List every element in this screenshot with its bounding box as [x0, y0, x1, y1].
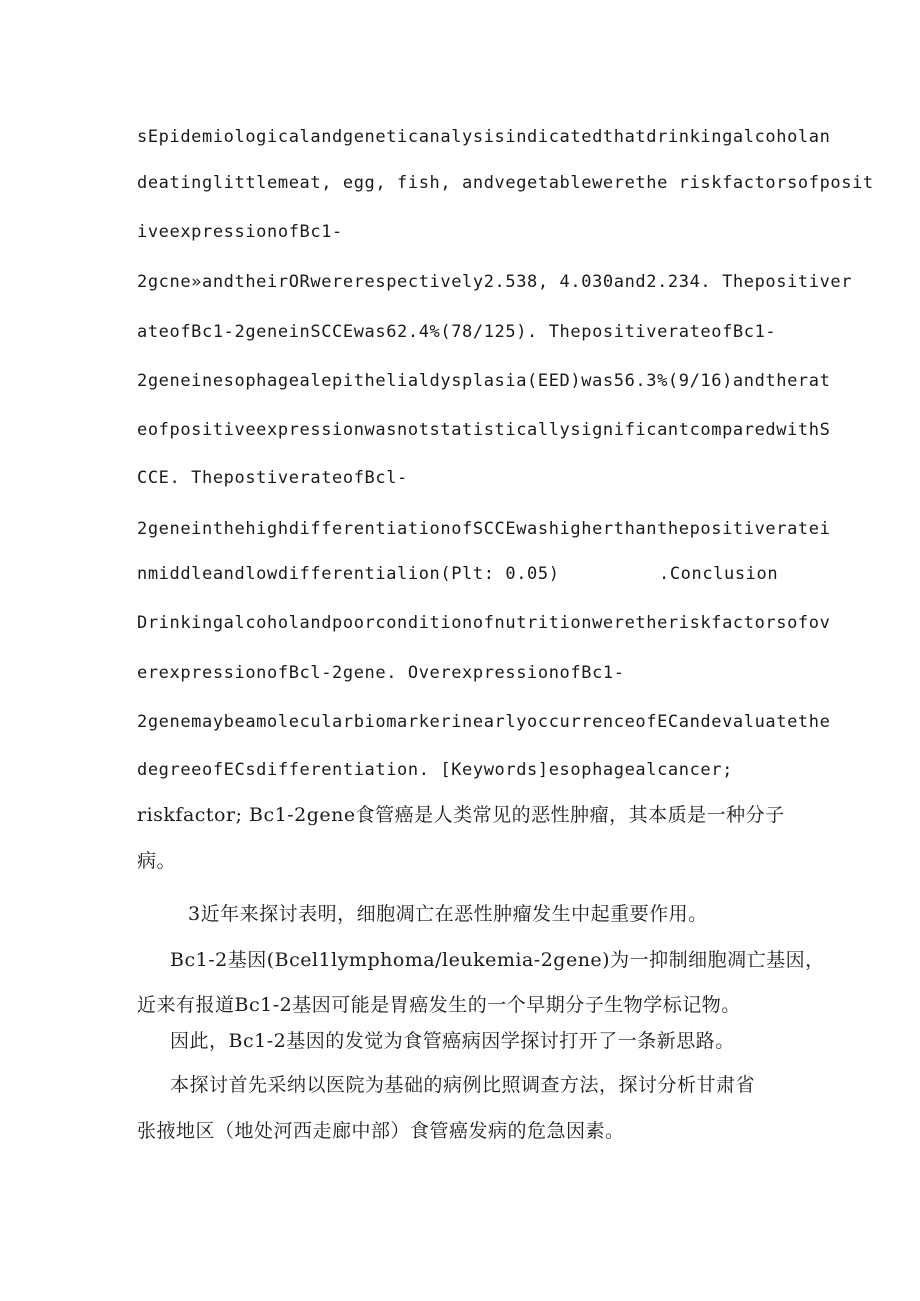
text-line-6: 2geneinesophagealepithelialdysplasia(EED)was56.3%(9/16)andtherat	[137, 371, 831, 391]
paragraph-line-zhangye-region: 张掖地区（地处河西走廊中部）食管癌发病的危急因素。	[137, 1120, 625, 1142]
text-line-16: 病。	[137, 850, 177, 872]
text-line-10: nmiddleandlowdifferentialion(Plt: 0.05)	[137, 564, 560, 584]
text-line-14: degreeofECsdifferentiation. [Keywords]esophagealcancer;	[137, 760, 733, 780]
text-line-1: sEpidemiologicalandgeneticanalysisindicatedthatdrinkingalcoholan	[137, 127, 831, 147]
conclusion-label: .Conclusion	[659, 564, 779, 584]
paragraph-line-new-approach: 因此，Bc1-2基因的发觉为食管癌病因学探讨打开了一条新思路。	[170, 1030, 735, 1052]
paragraph-line-gastric-marker: 近来有报道Bc1-2基因可能是胃癌发生的一个早期分子生物学标记物。	[137, 994, 741, 1016]
paragraph-line-bcl2-gene: Bc1-2基因(Bcel1lymphoma/leukemia-2gene)为一抑制细胞凋亡基因，	[170, 949, 825, 971]
paragraph-line-apoptosis: 3近年来探讨表明，细胞凋亡在恶性肿瘤发生中起重要作用。	[188, 903, 708, 925]
text-line-12: erexpressionofBcl-2gene. OverexpressionofBc1-	[137, 663, 625, 683]
text-line-5: ateofBc1-2geneinSCCEwas62.4%(78/125). ThepositiverateofBc1-	[137, 322, 777, 342]
text-line-3: iveexpressionofBc1-	[137, 222, 343, 242]
paragraph-line-study-method: 本探讨首先采纳以医院为基础的病例比照调查方法，探讨分析甘肃省	[170, 1074, 756, 1096]
text-line-13: 2genemaybeamolecularbiomarkerinearlyoccurrenceofECandevaluatethe	[137, 712, 831, 732]
text-line-4: 2gcne»andtheirORwererespectively2.538, 4.030and2.234. Thepositiver	[137, 272, 853, 292]
text-line-8: CCE. ThepostiverateofBcl-	[137, 468, 408, 488]
text-line-7: eofpositiveexpressionwasnotstatisticallysignificantcomparedwithS	[137, 420, 831, 440]
text-line-2: deatinglittlemeat, egg, fish, andvegetablewerethe riskfactorsofposit	[137, 173, 874, 193]
text-line-9: 2geneinthehighdifferentiationofSCCEwashigherthanthepositiveratei	[137, 519, 831, 539]
text-line-11: Drinkingalcoholandpoorconditionofnutritionweretheriskfactorsofov	[137, 613, 831, 633]
text-line-15: riskfactor; Bc1-2gene食管癌是人类常见的恶性肿瘤，其本质是一种分子	[137, 804, 785, 826]
